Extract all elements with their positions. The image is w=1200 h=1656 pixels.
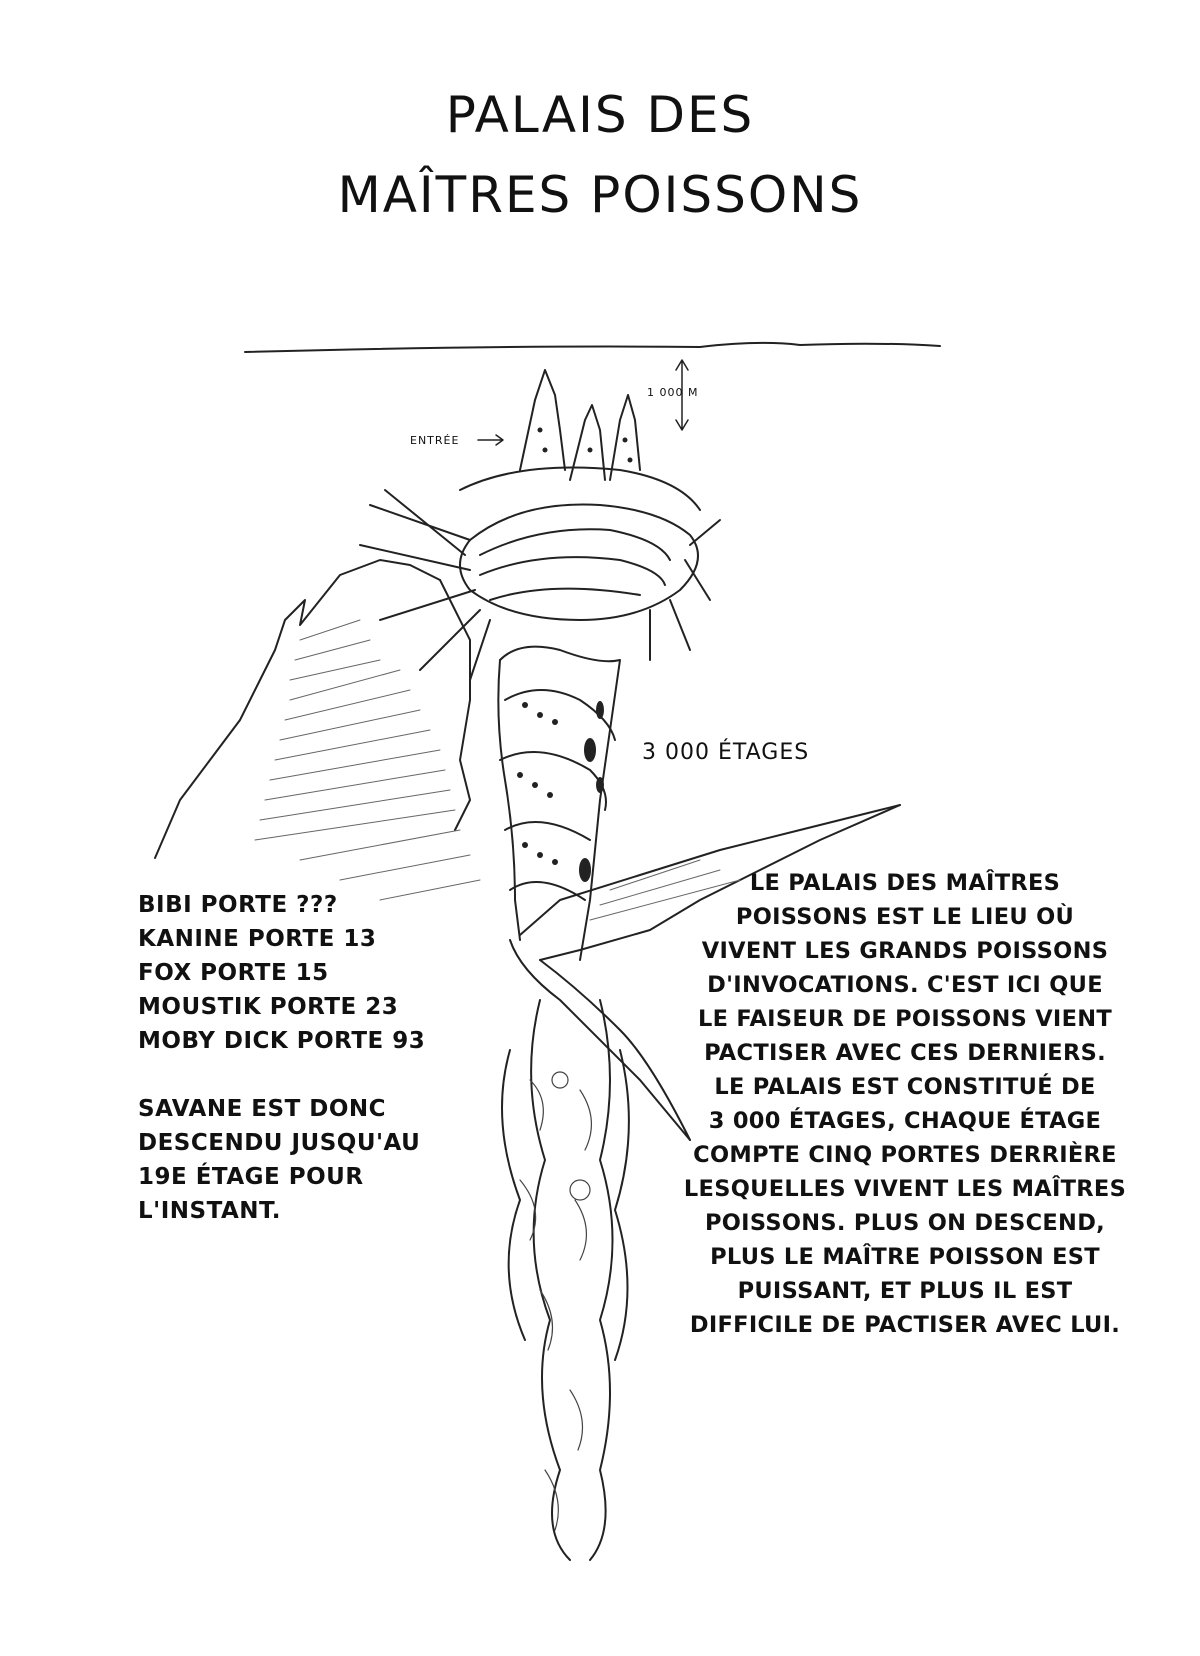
- entrance-label: ENTRÉE: [410, 434, 460, 447]
- description-line: LE PALAIS DES MAÎTRES: [749, 870, 1061, 896]
- door-entry: FOX PORTE 15: [138, 960, 329, 986]
- savane-note-line: L'INSTANT.: [138, 1198, 281, 1224]
- shell-top: [460, 504, 698, 620]
- savane-note: [138, 1092, 420, 1228]
- spire-left: [520, 370, 565, 470]
- palace-description: [660, 866, 1150, 1342]
- description-line: LE FAISEUR DE POISSONS VIENT: [697, 1006, 1113, 1032]
- description-line: POISSONS. PLUS ON DESCEND,: [704, 1210, 1106, 1236]
- description-line: DIFFICILE DE PACTISER AVEC LUI.: [689, 1312, 1121, 1338]
- doors-list: [138, 888, 425, 1058]
- description-line: PLUS LE MAÎTRE POISSON EST: [710, 1244, 1100, 1270]
- water-surface-line: [245, 343, 940, 352]
- door-entry: BIBI PORTE ???: [138, 892, 338, 918]
- description-line: PACTISER AVEC CES DERNIERS.: [704, 1040, 1106, 1066]
- savane-note-line: SAVANE EST DONC: [138, 1096, 387, 1122]
- door-entry: KANINE PORTE 13: [138, 926, 377, 952]
- page-title-line-2: MAÎTRES POISSONS: [337, 166, 863, 224]
- floors-label: 3 000 ÉTAGES: [642, 740, 810, 765]
- left-cliff: [155, 560, 440, 858]
- door-entry: MOBY DICK PORTE 93: [138, 1028, 426, 1054]
- door-entry: MOUSTIK PORTE 23: [138, 994, 399, 1020]
- page-title-line-1: PALAIS DES: [445, 86, 755, 144]
- description-line: PUISSANT, ET PLUS IL EST: [737, 1278, 1073, 1304]
- depth-label: 1 000 M: [647, 386, 699, 399]
- description-line: 3 000 ÉTAGES, CHAQUE ÉTAGE: [708, 1108, 1102, 1134]
- description-line: COMPTE CINQ PORTES DERRIÈRE: [693, 1142, 1117, 1168]
- description-line: POISSONS EST LE LIEU OÙ: [735, 904, 1075, 930]
- description-line: D'INVOCATIONS. C'EST ICI QUE: [707, 972, 1103, 998]
- description-line: VIVENT LES GRANDS POISSONS: [701, 938, 1109, 964]
- entrance-arrow: [478, 435, 503, 445]
- description-line: LE PALAIS EST CONSTITUÉ DE: [714, 1074, 1096, 1100]
- description-line: LESQUELLES VIVENT LES MAÎTRES: [683, 1176, 1127, 1202]
- tower-roots: [531, 1000, 570, 1560]
- savane-note-line: DESCENDU JUSQU'AU: [138, 1130, 421, 1156]
- savane-note-line: 19E ÉTAGE POUR: [138, 1164, 364, 1190]
